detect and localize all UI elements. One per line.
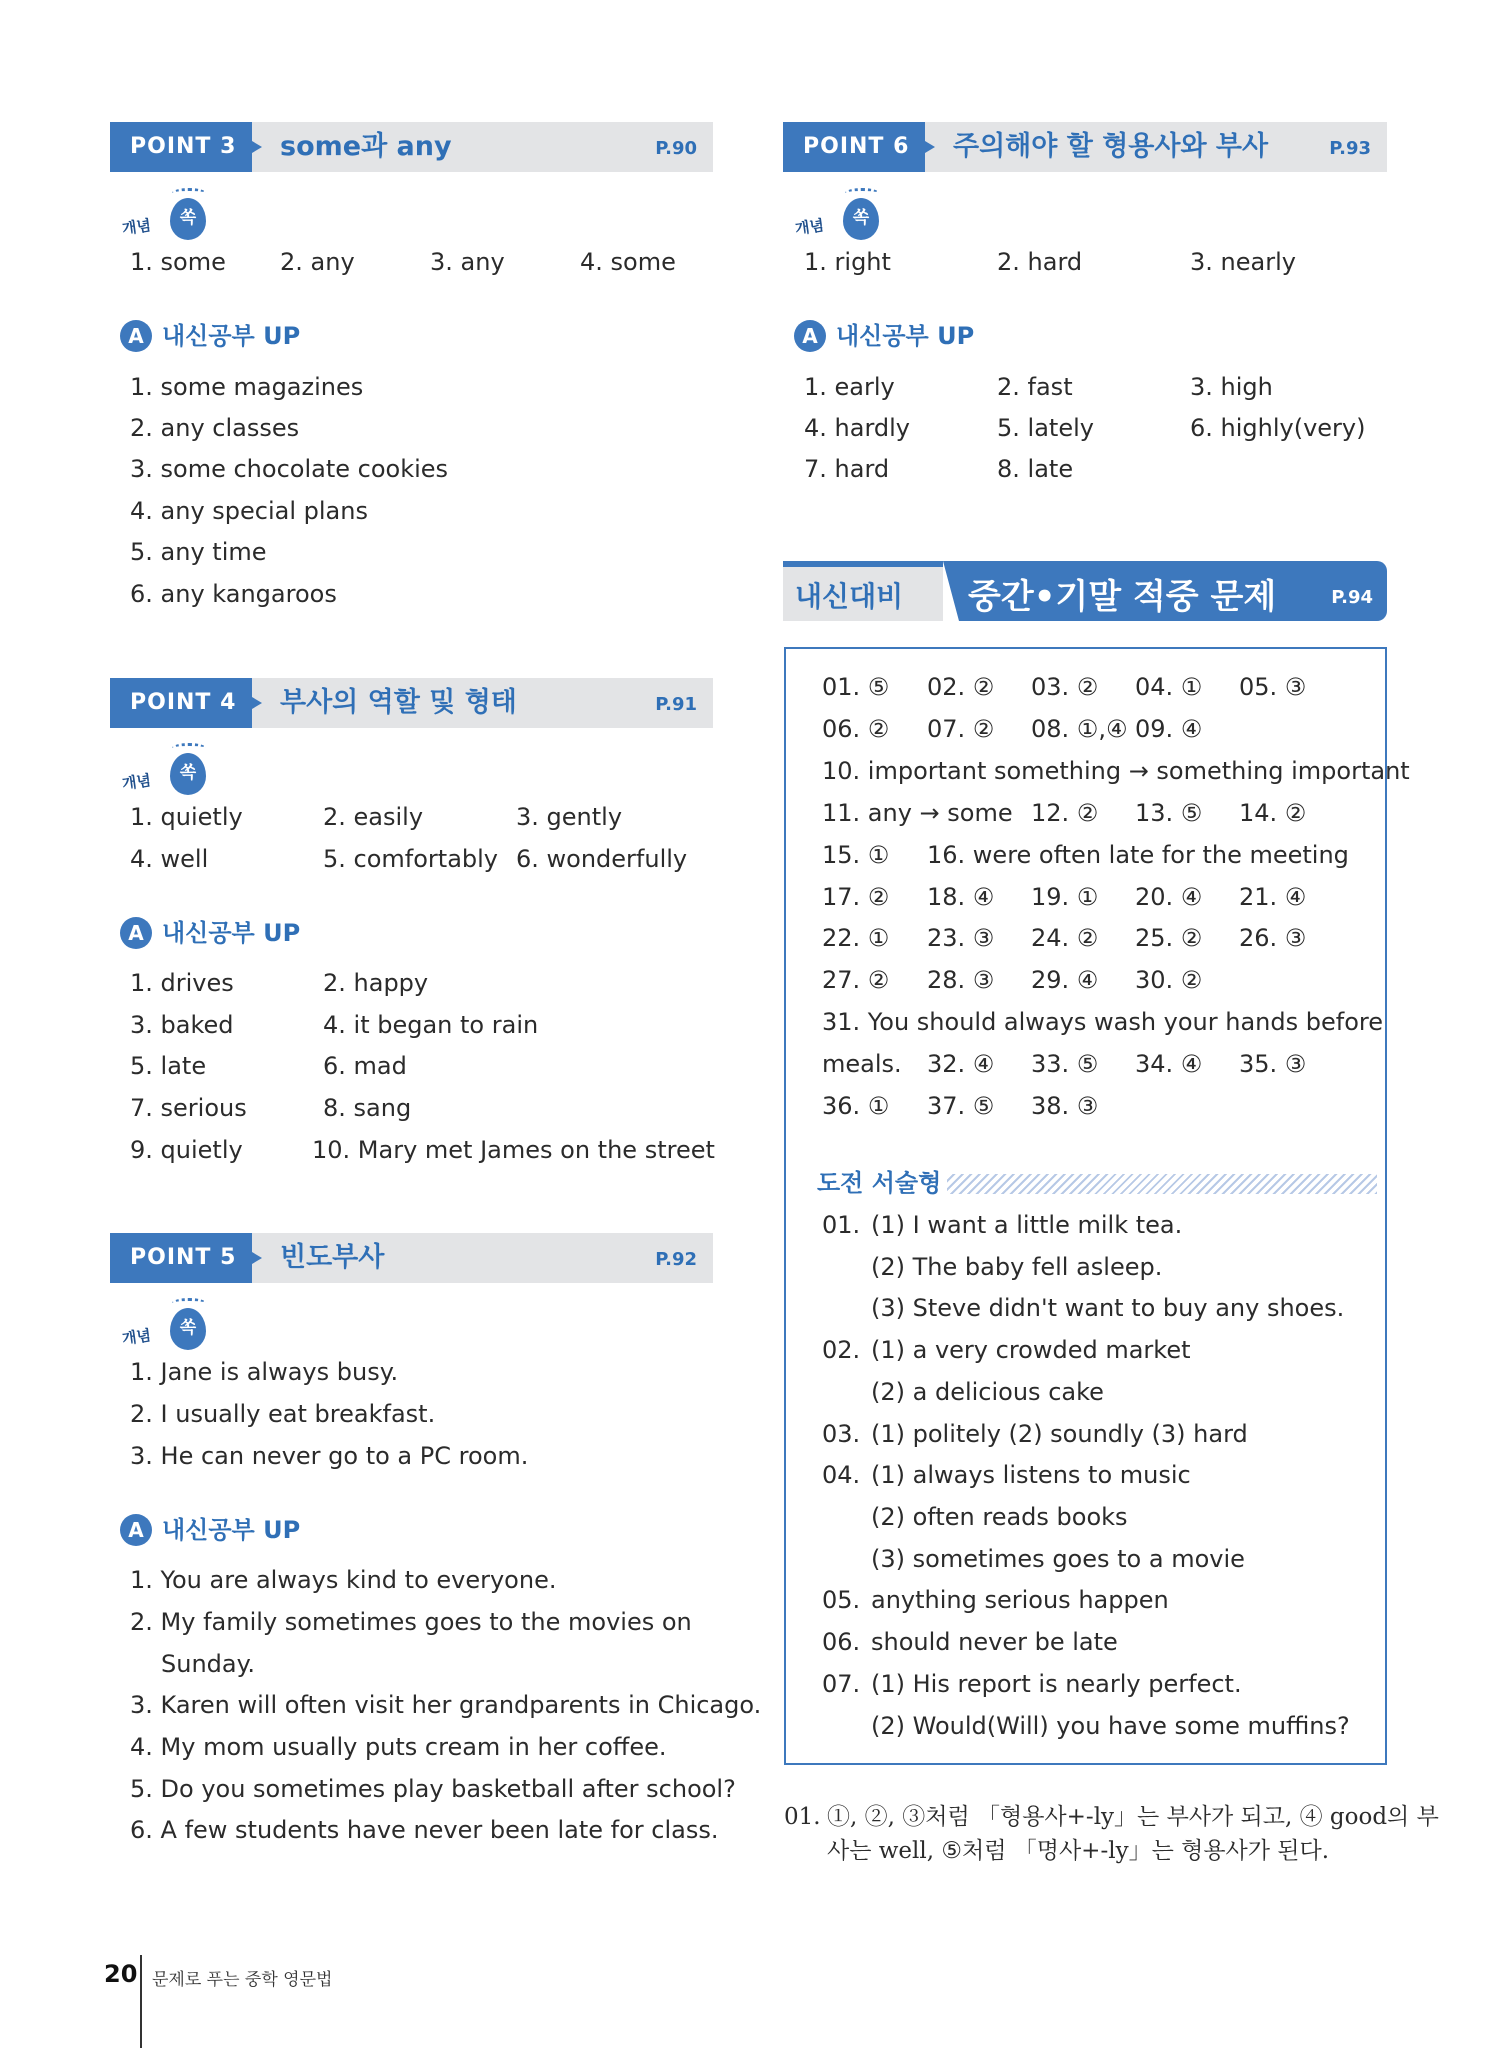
point6-tag: POINT 6	[783, 122, 925, 172]
point4-concept-answer: 5. comfortably	[323, 845, 499, 873]
exam-answer: 33. ⑤	[1031, 1050, 1099, 1078]
sparkle-icon	[172, 743, 206, 753]
point6-title: 주의해야 할 형용사와 부사	[953, 131, 1269, 162]
challenge-num: 02.	[822, 1336, 861, 1364]
point6-concept-answer: 3. nearly	[1190, 248, 1296, 276]
a-circle-icon: A	[120, 917, 152, 949]
point6-a-answer: 7. hard	[804, 455, 890, 483]
point5-a-answer: Sunday.	[161, 1650, 256, 1678]
exam-title: 중간•기말 적중 문제	[968, 577, 1277, 617]
point4-a-answer: 7. serious	[130, 1094, 247, 1122]
exam-answer: 27. ②	[822, 966, 890, 994]
point6-concept-answer: 2. hard	[997, 248, 1083, 276]
point3-header	[110, 122, 713, 172]
challenge-num: 01.	[822, 1211, 861, 1239]
challenge-num: 03.	[822, 1420, 861, 1448]
point6-a-answer: 6. highly(very)	[1190, 414, 1366, 442]
exam-answer: 04. ①	[1135, 673, 1203, 701]
challenge-answer: (1) politely (2) soundly (3) hard	[871, 1420, 1248, 1448]
drop-icon: 쏙	[170, 1308, 206, 1350]
point3-a-title: 내신공부 UP	[162, 322, 301, 350]
exam-answer: 36. ①	[822, 1092, 890, 1120]
a-circle-icon: A	[794, 320, 826, 352]
exam-answer: 29. ④	[1031, 966, 1099, 994]
point4-a-answer: 2. happy	[323, 969, 429, 997]
exam-answer: 38. ③	[1031, 1092, 1099, 1120]
point5-concept-answer: 2. I usually eat breakfast.	[130, 1400, 436, 1428]
exam-answer: 11. any → some	[822, 799, 1013, 827]
exam-answer: 21. ④	[1239, 883, 1307, 911]
point6-concept-badge: 개념 쏙	[795, 190, 885, 246]
point4-header	[110, 678, 713, 728]
exam-answer: 05. ③	[1239, 673, 1307, 701]
point5-concept-answer: 3. He can never go to a PC room.	[130, 1442, 529, 1470]
drop-icon: 쏙	[170, 753, 206, 795]
point3-concept-answer: 2. any	[280, 248, 355, 276]
challenge-num: 06.	[822, 1628, 861, 1656]
point5-concept-answer: 1. Jane is always busy.	[130, 1358, 399, 1386]
challenge-title: 도전 서술형	[817, 1169, 942, 1197]
point3-a-answer: 6. any kangaroos	[130, 580, 337, 608]
challenge-num: 05.	[822, 1586, 861, 1614]
point6-a-answer: 5. lately	[997, 414, 1094, 442]
challenge-answer: (3) sometimes goes to a movie	[871, 1545, 1245, 1573]
point4-page-ref: P.91	[655, 694, 697, 715]
exam-answer: 35. ③	[1239, 1050, 1307, 1078]
exam-answer: 09. ④	[1135, 715, 1203, 743]
exam-answer: 02. ②	[927, 673, 995, 701]
exam-answer: 12. ②	[1031, 799, 1099, 827]
exam-answer: 31. You should always wash your hands before	[822, 1008, 1383, 1036]
exam-answer: 18. ④	[927, 883, 995, 911]
exam-answer: 34. ④	[1135, 1050, 1203, 1078]
point6-page-ref: P.93	[1329, 138, 1371, 159]
challenge-num: 07.	[822, 1670, 861, 1698]
point3-a-answer: 2. any classes	[130, 414, 300, 442]
challenge-answer: (2) The baby fell asleep.	[871, 1253, 1163, 1281]
point4-a-answer: 5. late	[130, 1052, 207, 1080]
point4-a-answer: 8. sang	[323, 1094, 412, 1122]
exam-left-label: 내신대비	[795, 580, 904, 613]
point4-a-title: 내신공부 UP	[162, 919, 301, 947]
point5-page-ref: P.92	[655, 1249, 697, 1270]
challenge-answer: should never be late	[871, 1628, 1118, 1656]
point5-concept-badge: 개념 쏙	[122, 1300, 212, 1356]
exam-answer: 23. ③	[927, 924, 995, 952]
exam-answer: 03. ②	[1031, 673, 1099, 701]
exam-answer: 22. ①	[822, 924, 890, 952]
exam-answer: 13. ⑤	[1135, 799, 1203, 827]
explanation-line: ①, ②, ③처럼 「형용사+-ly」는 부사가 되고, ④ good의 부	[827, 1804, 1439, 1830]
exam-answer: 25. ②	[1135, 924, 1203, 952]
point5-a-answer: 4. My mom usually puts cream in her coffee.	[130, 1733, 667, 1761]
a-circle-icon: A	[120, 1514, 152, 1546]
point6-header	[783, 122, 1387, 172]
point4-a-answer: 6. mad	[323, 1052, 407, 1080]
point3-concept-answer: 4. some	[580, 248, 676, 276]
a-circle-icon: A	[120, 320, 152, 352]
point5-a-answer: 2. My family sometimes goes to the movies on	[130, 1608, 692, 1636]
challenge-answer: (2) often reads books	[871, 1503, 1128, 1531]
challenge-answer: (2) a delicious cake	[871, 1378, 1104, 1406]
point6-a-answer: 4. hardly	[804, 414, 910, 442]
book-title: 문제로 푸는 중학 영문법	[152, 1970, 333, 1990]
point4-concept-answer: 4. well	[130, 845, 209, 873]
point3-concept-answer: 3. any	[430, 248, 505, 276]
point3-a-answer: 1. some magazines	[130, 373, 364, 401]
exam-answer: 16. were often late for the meeting	[927, 841, 1349, 869]
point3-a-answer: 4. any special plans	[130, 497, 368, 525]
challenge-answer: (3) Steve didn't want to buy any shoes.	[871, 1294, 1345, 1322]
challenge-answer: anything serious happen	[871, 1586, 1169, 1614]
point5-a-answer: 3. Karen will often visit her grandparents in Chicago.	[130, 1691, 762, 1719]
point5-header	[110, 1233, 713, 1283]
drop-icon: 쏙	[843, 198, 879, 240]
point3-a-answer: 5. any time	[130, 538, 267, 566]
point3-concept-answer: 1. some	[130, 248, 226, 276]
exam-answer: 10. important something → something important	[822, 757, 1410, 785]
exam-answer: 06. ②	[822, 715, 890, 743]
drop-icon: 쏙	[170, 198, 206, 240]
point6-a-answer: 3. high	[1190, 373, 1273, 401]
point5-a-answer: 5. Do you sometimes play basketball after school?	[130, 1775, 736, 1803]
exam-answer: 20. ④	[1135, 883, 1203, 911]
point4-tag: POINT 4	[110, 678, 252, 728]
exam-answer: 26. ③	[1239, 924, 1307, 952]
exam-answer: 32. ④	[927, 1050, 995, 1078]
point4-a-answer: 3. baked	[130, 1011, 234, 1039]
point3-title: some과 any	[280, 131, 452, 162]
point3-page-ref: P.90	[655, 138, 697, 159]
exam-page-ref: P.94	[1331, 587, 1373, 608]
point6-a-title: 내신공부 UP	[836, 322, 975, 350]
point6-concept-answer: 1. right	[804, 248, 891, 276]
page-number: 20	[104, 1960, 138, 1988]
challenge-answer: (1) a very crowded market	[871, 1336, 1191, 1364]
exam-answer: 24. ②	[1031, 924, 1099, 952]
point3-concept-badge: 개념 쏙	[122, 190, 212, 246]
point3-tag: POINT 3	[110, 122, 252, 172]
point5-a-answer: 1. You are always kind to everyone.	[130, 1566, 557, 1594]
challenge-num: 04.	[822, 1461, 861, 1489]
point4-a-answer: 10. Mary met James on the street	[312, 1136, 715, 1164]
point6-a-answer: 1. early	[804, 373, 895, 401]
exam-answer: 14. ②	[1239, 799, 1307, 827]
point4-title: 부사의 역할 및 형태	[280, 687, 517, 718]
exam-answer: meals.	[822, 1050, 902, 1078]
explanation-line: 사는 well, ⑤처럼 「명사+-ly」는 형용사가 된다.	[827, 1838, 1330, 1864]
point6-a-answer: 8. late	[997, 455, 1074, 483]
exam-answer: 15. ①	[822, 841, 890, 869]
exam-banner-left	[783, 561, 943, 621]
point5-tag: POINT 5	[110, 1233, 252, 1283]
explanation-num: 01.	[784, 1804, 821, 1830]
exam-answer: 01. ⑤	[822, 673, 890, 701]
exam-answer: 07. ②	[927, 715, 995, 743]
point4-a-answer: 9. quietly	[130, 1136, 243, 1164]
point5-a-title: 내신공부 UP	[162, 1516, 301, 1544]
point4-concept-answer: 6. wonderfully	[516, 845, 688, 873]
exam-answer: 30. ②	[1135, 966, 1203, 994]
point3-a-answer: 3. some chocolate cookies	[130, 455, 449, 483]
point5-a-answer: 6. A few students have never been late for class.	[130, 1816, 719, 1844]
point4-concept-answer: 3. gently	[516, 803, 623, 831]
challenge-answer: (1) I want a little milk tea.	[871, 1211, 1183, 1239]
exam-answer: 08. ①,④	[1031, 715, 1128, 743]
point4-a-answer: 4. it began to rain	[323, 1011, 539, 1039]
point4-concept-answer: 2. easily	[323, 803, 424, 831]
challenge-answer: (2) Would(Will) you have some muffins?	[871, 1712, 1350, 1740]
challenge-heading	[817, 1166, 1377, 1200]
point4-a-answer: 1. drives	[130, 969, 234, 997]
sparkle-icon	[172, 1298, 206, 1308]
point6-a-answer: 2. fast	[997, 373, 1073, 401]
point4-concept-badge: 개념 쏙	[122, 745, 212, 801]
exam-answer: 17. ②	[822, 883, 890, 911]
footer-divider	[140, 1955, 142, 2048]
sparkle-icon	[172, 188, 206, 198]
point5-title: 빈도부사	[280, 1242, 385, 1273]
sparkle-icon	[845, 188, 879, 198]
exam-answer: 28. ③	[927, 966, 995, 994]
challenge-answer: (1) always listens to music	[871, 1461, 1191, 1489]
exam-answer: 37. ⑤	[927, 1092, 995, 1120]
hatch-divider	[947, 1174, 1377, 1194]
exam-answer: 19. ①	[1031, 883, 1099, 911]
challenge-answer: (1) His report is nearly perfect.	[871, 1670, 1242, 1698]
point4-concept-answer: 1. quietly	[130, 803, 243, 831]
exam-banner	[783, 561, 1387, 621]
